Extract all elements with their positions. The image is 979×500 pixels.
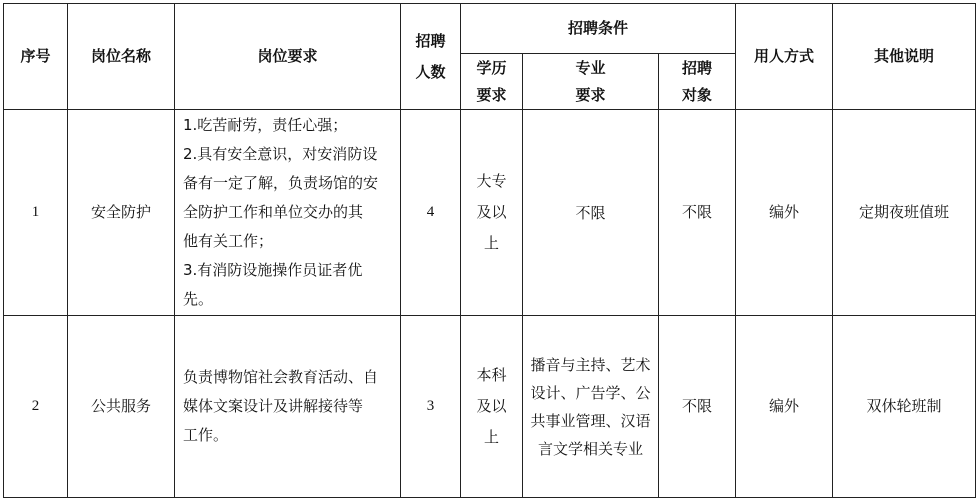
header-headcount-line: 人数 xyxy=(415,62,446,81)
education-line: 及以 xyxy=(476,397,507,415)
cell-position-requirements xyxy=(175,316,401,498)
header-row-top xyxy=(4,4,976,54)
cell-position-name: 公共服务 xyxy=(68,316,175,498)
header-major xyxy=(523,54,659,110)
cell-seq: 1 xyxy=(4,110,68,316)
requirement-line: 备有一定了解，负责场馆的安 xyxy=(183,174,379,192)
recruitment-table xyxy=(3,3,976,498)
cell-education xyxy=(461,316,523,498)
cell-other-notes: 定期夜班值班 xyxy=(833,110,976,316)
major-line: 共事业管理、汉语 xyxy=(530,411,651,430)
header-conditions: 招聘条件 xyxy=(461,4,736,54)
header-target-line: 对象 xyxy=(682,85,713,104)
header-major-line: 专业 xyxy=(575,58,606,77)
header-other-notes: 其他说明 xyxy=(833,4,976,110)
table-row xyxy=(4,316,976,498)
major-line: 设计、广告学、公 xyxy=(530,383,651,402)
cell-headcount: 4 xyxy=(401,110,461,316)
education-line: 上 xyxy=(483,234,499,252)
cell-target: 不限 xyxy=(659,316,736,498)
cell-major xyxy=(523,110,659,316)
education-line: 本科 xyxy=(476,366,507,384)
cell-education xyxy=(461,110,523,316)
cell-seq: 2 xyxy=(4,316,68,498)
major-line: 播音与主持、艺术 xyxy=(530,355,651,374)
header-education-line: 学历 xyxy=(476,58,507,77)
header-target-line: 招聘 xyxy=(682,58,713,77)
requirement-line: 1.吃苦耐劳，责任心强； xyxy=(183,116,348,134)
header-headcount-line: 招聘 xyxy=(415,31,446,50)
header-employment-type: 用人方式 xyxy=(736,4,833,110)
requirement-line: 他有关工作； xyxy=(183,232,274,250)
cell-employment-type: 编外 xyxy=(736,110,833,316)
requirement-line: 媒体文案设计及讲解接待等 xyxy=(183,397,364,415)
header-education-line: 要求 xyxy=(476,85,507,104)
header-position-name: 岗位名称 xyxy=(68,4,175,110)
header-headcount xyxy=(401,4,461,110)
header-position-requirements: 岗位要求 xyxy=(175,4,401,110)
major-line: 不限 xyxy=(575,203,606,222)
header-education xyxy=(461,54,523,110)
cell-position-name: 安全防护 xyxy=(68,110,175,316)
header-target xyxy=(659,54,736,110)
cell-headcount: 3 xyxy=(401,316,461,498)
cell-target: 不限 xyxy=(659,110,736,316)
cell-major xyxy=(523,316,659,498)
requirement-line: 3.有消防设施操作员证者优 xyxy=(183,261,363,279)
requirement-line: 先。 xyxy=(183,290,214,308)
header-major-line: 要求 xyxy=(575,85,606,104)
requirement-line: 2.具有安全意识，对安消防设 xyxy=(183,145,378,163)
requirement-line: 全防护工作和单位交办的其 xyxy=(183,203,364,221)
requirement-line: 负责博物馆社会教育活动、自 xyxy=(183,368,379,386)
cell-employment-type: 编外 xyxy=(736,316,833,498)
requirement-line: 工作。 xyxy=(183,426,229,444)
education-line: 上 xyxy=(483,428,499,446)
cell-other-notes: 双休轮班制 xyxy=(833,316,976,498)
header-seq: 序号 xyxy=(4,4,68,110)
major-line: 言文学相关专业 xyxy=(537,439,643,458)
table-row xyxy=(4,110,976,316)
education-line: 及以 xyxy=(476,203,507,221)
education-line: 大专 xyxy=(476,172,507,190)
cell-position-requirements xyxy=(175,110,401,316)
